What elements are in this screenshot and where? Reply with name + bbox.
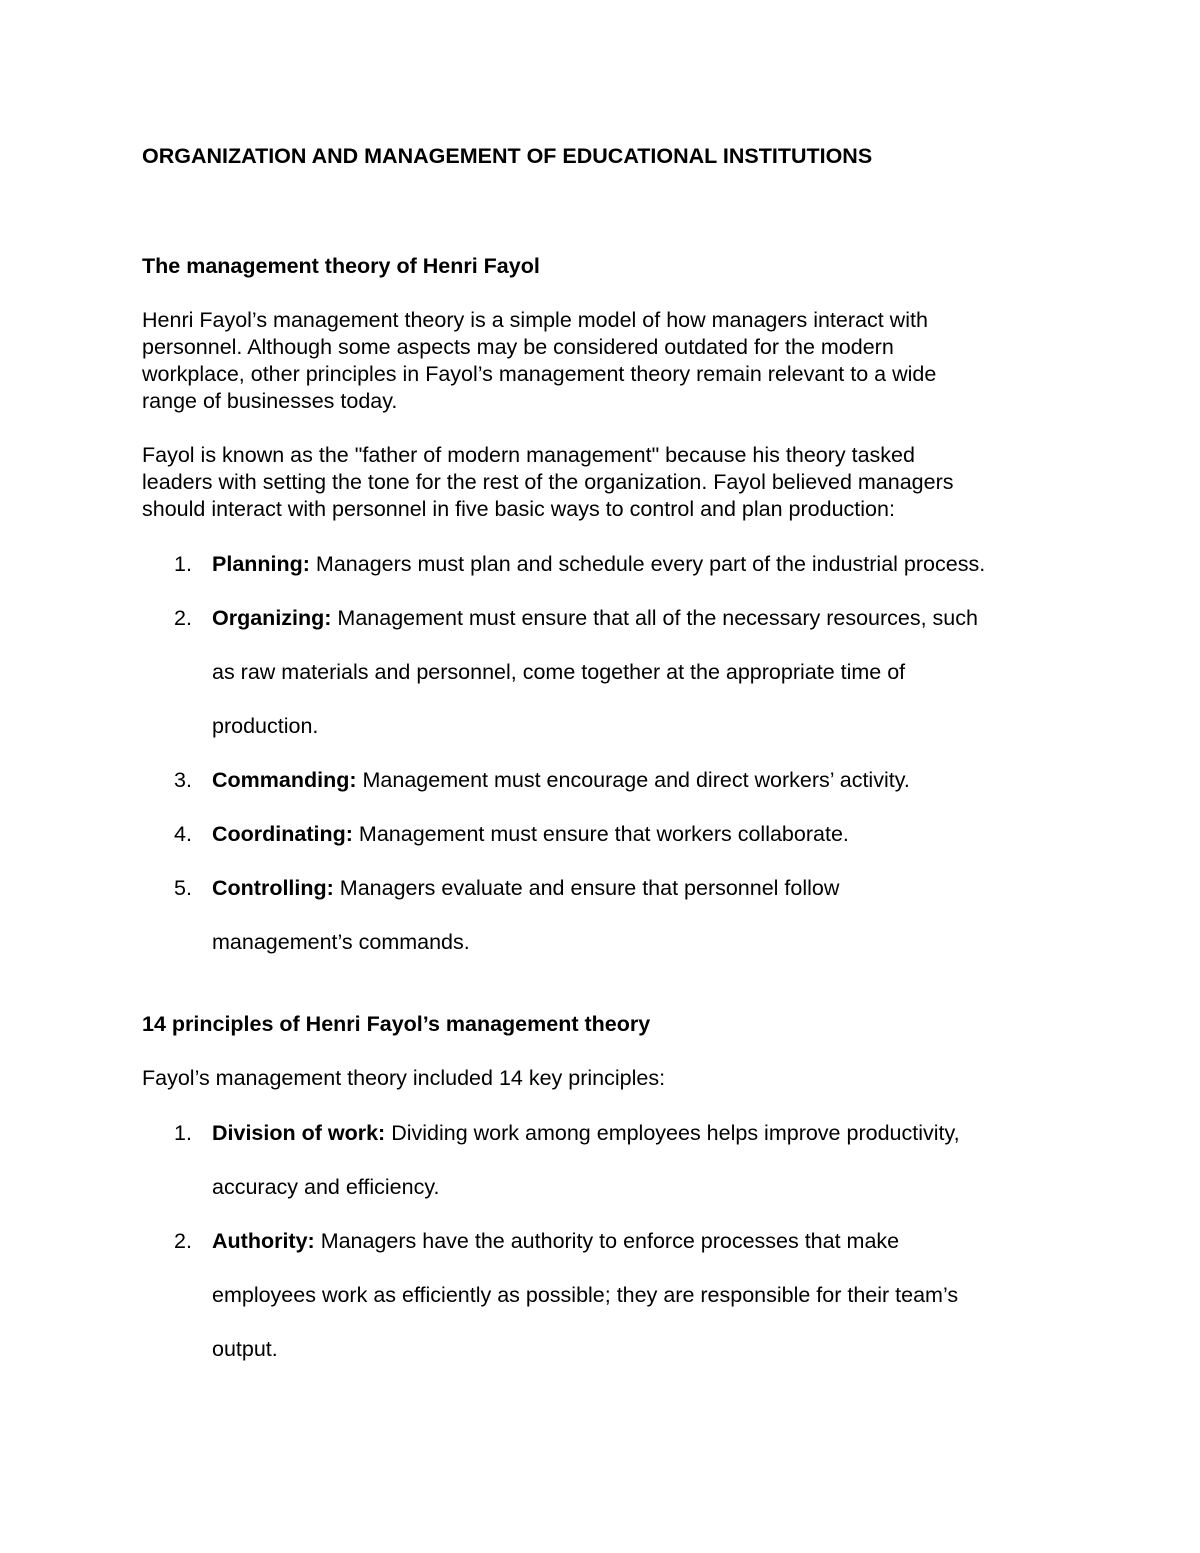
list-text: Management must ensure that all of the necessary resources, such <box>337 606 978 630</box>
document-title: ORGANIZATION AND MANAGEMENT OF EDUCATIONAL INSTITUTIONS <box>142 144 873 168</box>
list-line: employees work as efficiently as possible; they are responsible for their team’s <box>212 1283 959 1307</box>
list-text: Management must encourage and direct workers’ activity. <box>362 768 910 792</box>
paragraph-line: should interact with personnel in five basic ways to control and plan production: <box>142 497 895 521</box>
list-number: 1. <box>174 1121 192 1145</box>
section-heading-14-principles: 14 principles of Henri Fayol’s management theory <box>142 1012 651 1036</box>
list-text: Dividing work among employees helps improve productivity, <box>391 1121 960 1145</box>
list-line <box>212 821 849 848</box>
paragraph-line: personnel. Although some aspects may be considered outdated for the modern <box>142 335 894 359</box>
list-number: 4. <box>174 822 192 846</box>
list-number: 2. <box>174 1229 192 1253</box>
list-line <box>212 551 985 578</box>
paragraph-line: Henri Fayol’s management theory is a simple model of how managers interact with <box>142 308 928 332</box>
list-text: Managers must plan and schedule every part of the industrial process. <box>315 552 986 576</box>
list-line <box>212 875 839 902</box>
list-line: accuracy and efficiency. <box>212 1175 440 1199</box>
list-term: Planning: <box>212 552 310 576</box>
list-text: Managers evaluate and ensure that personnel follow <box>339 876 840 900</box>
list-text: Management must ensure that workers collaborate. <box>358 822 849 846</box>
list-line <box>212 767 910 794</box>
paragraph-line: Fayol is known as the "father of modern management" because his theory tasked <box>142 443 915 467</box>
paragraph-line: range of businesses today. <box>142 389 398 413</box>
list-number: 1. <box>174 552 192 576</box>
list-line: output. <box>212 1337 278 1361</box>
list-line: production. <box>212 714 319 738</box>
list-number: 2. <box>174 606 192 630</box>
list-number: 5. <box>174 876 192 900</box>
list-term: Division of work: <box>212 1121 386 1145</box>
list-line: as raw materials and personnel, come together at the appropriate time of <box>212 660 906 684</box>
paragraph-line: workplace, other principles in Fayol’s management theory remain relevant to a wide <box>142 362 937 386</box>
list-term: Authority: <box>212 1229 315 1253</box>
paragraph-line: leaders with setting the tone for the rest of the organization. Fayol believed managers <box>142 470 954 494</box>
list-line <box>212 1228 899 1255</box>
section-heading-fayol-theory: The management theory of Henri Fayol <box>142 254 540 278</box>
list-text: Managers have the authority to enforce processes that make <box>320 1229 900 1253</box>
list-term: Commanding: <box>212 768 357 792</box>
list-term: Organizing: <box>212 606 332 630</box>
list-line <box>212 605 978 632</box>
list-term: Controlling: <box>212 876 334 900</box>
list-number: 3. <box>174 768 192 792</box>
list-line: management’s commands. <box>212 930 470 954</box>
list-line <box>212 1120 960 1147</box>
list-term: Coordinating: <box>212 822 353 846</box>
paragraph-principles-intro: Fayol’s management theory included 14 key principles: <box>142 1066 666 1090</box>
